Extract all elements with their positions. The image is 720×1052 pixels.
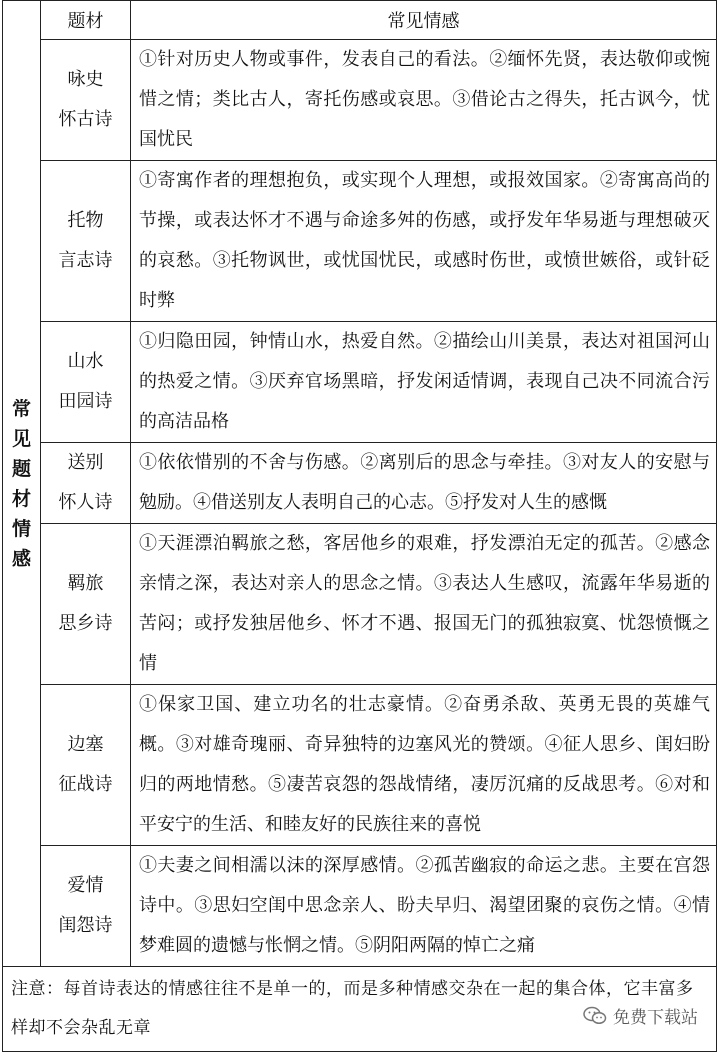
watermark-text: 免费下载站 — [613, 1008, 698, 1028]
topic-line: 羁旅 — [67, 573, 104, 594]
table-row — [3, 40, 717, 161]
topic-line: 闺怨诗 — [58, 915, 113, 936]
topic-line: 怀古诗 — [58, 109, 113, 130]
topic-cell — [41, 161, 131, 322]
topic-line: 怀人诗 — [58, 492, 113, 513]
emotion-cell: ①针对历史人物或事件，发表自己的看法。②缅怀先贤，表达敬仰或惋惜之情；类比古人，寄托伤感或哀思。③借论古之得失，托古讽今，忧国忧民 — [131, 40, 717, 161]
topic-line: 爱情 — [67, 875, 104, 896]
table-row — [3, 443, 717, 524]
topic-line: 思乡诗 — [58, 613, 113, 634]
emotion-cell: ①寄寓作者的理想抱负，或实现个人理想，或报效国家。②寄寓高尚的节操，或表达怀才不遇与命途多舛的伤感，或抒发年华易逝与理想破灭的哀愁。③托物讽世，或忧国忧民，或感时伤世，或愤世嫉俗，或针砭时弊 — [131, 161, 717, 322]
topic-line: 田园诗 — [58, 391, 113, 412]
topic-cell — [41, 443, 131, 524]
topic-cell — [41, 40, 131, 161]
emotion-cell: ①归隐田园，钟情山水，热爱自然。②描绘山川美景，表达对祖国河山的热爱之情。③厌弃官场黑暗，抒发闲适情调，表现自己决不同流合污的高洁品格 — [131, 322, 717, 443]
topic-cell — [41, 524, 131, 685]
table-row — [3, 685, 717, 846]
topic-cell — [41, 846, 131, 967]
table-row — [3, 161, 717, 322]
topic-line: 托物 — [67, 210, 104, 231]
emotion-cell: ①天涯漂泊羁旅之愁，客居他乡的艰难，抒发漂泊无定的孤苦。②感念亲情之深，表达对亲人的思念之情。③表达人生感叹，流露年华易逝的苦闷；或抒发独居他乡、怀才不遇、报国无门的孤独寂寞、忧怨愤慨之情 — [131, 524, 717, 685]
topic-line: 咏史 — [67, 69, 104, 90]
table-header-row — [3, 1, 717, 40]
table-row — [3, 524, 717, 685]
emotion-cell: ①依依惜别的不舍与伤感。②离别后的思念与牵挂。③对友人的安慰与勉励。④借送别友人表明自己的心志。⑤抒发对人生的感慨 — [131, 443, 717, 524]
topic-cell — [41, 685, 131, 846]
topic-line: 送别 — [67, 452, 104, 473]
topic-line: 征战诗 — [58, 774, 113, 795]
topic-line: 山水 — [67, 351, 104, 372]
table-row — [3, 322, 717, 443]
emotion-cell: ①保家卫国、建立功名的壮志豪情。②奋勇杀敌、英勇无畏的英雄气概。③对雄奇瑰丽、奇异独特的边塞风光的赞颂。④征人思乡、闺妇盼归的两地情愁。⑤凄苦哀怨的怨战情绪，凄厉沉痛的反战思考。⑥对和平安宁的生活、和睦友好的民族往来的喜悦 — [131, 685, 717, 846]
side-label: 常见题材情感 — [11, 397, 31, 570]
topic-line: 言志诗 — [58, 250, 113, 271]
note-text: 注意：每首诗表达的情感往往不是单一的，而是多种情感交杂在一起的集合体，它丰富多样却不会杂乱无章 — [3, 967, 717, 1052]
table-row — [3, 846, 717, 967]
side-label-cell — [3, 1, 41, 967]
header-topic: 题材 — [41, 1, 131, 40]
emotion-cell: ①夫妻之间相濡以沫的深厚感情。②孤苦幽寂的命运之悲。主要在宫怨诗中。③思妇空闺中思念亲人、盼夫早归、渴望团聚的哀伤之情。④情梦难圆的遗憾与怅惘之情。⑤阴阳两隔的悼亡之痛 — [131, 846, 717, 967]
watermark — [583, 1003, 698, 1028]
emotion-table — [2, 0, 717, 1052]
topic-cell — [41, 322, 131, 443]
header-emotion: 常见情感 — [131, 1, 717, 40]
wechat-icon — [583, 1006, 607, 1026]
topic-line: 边塞 — [67, 734, 104, 755]
